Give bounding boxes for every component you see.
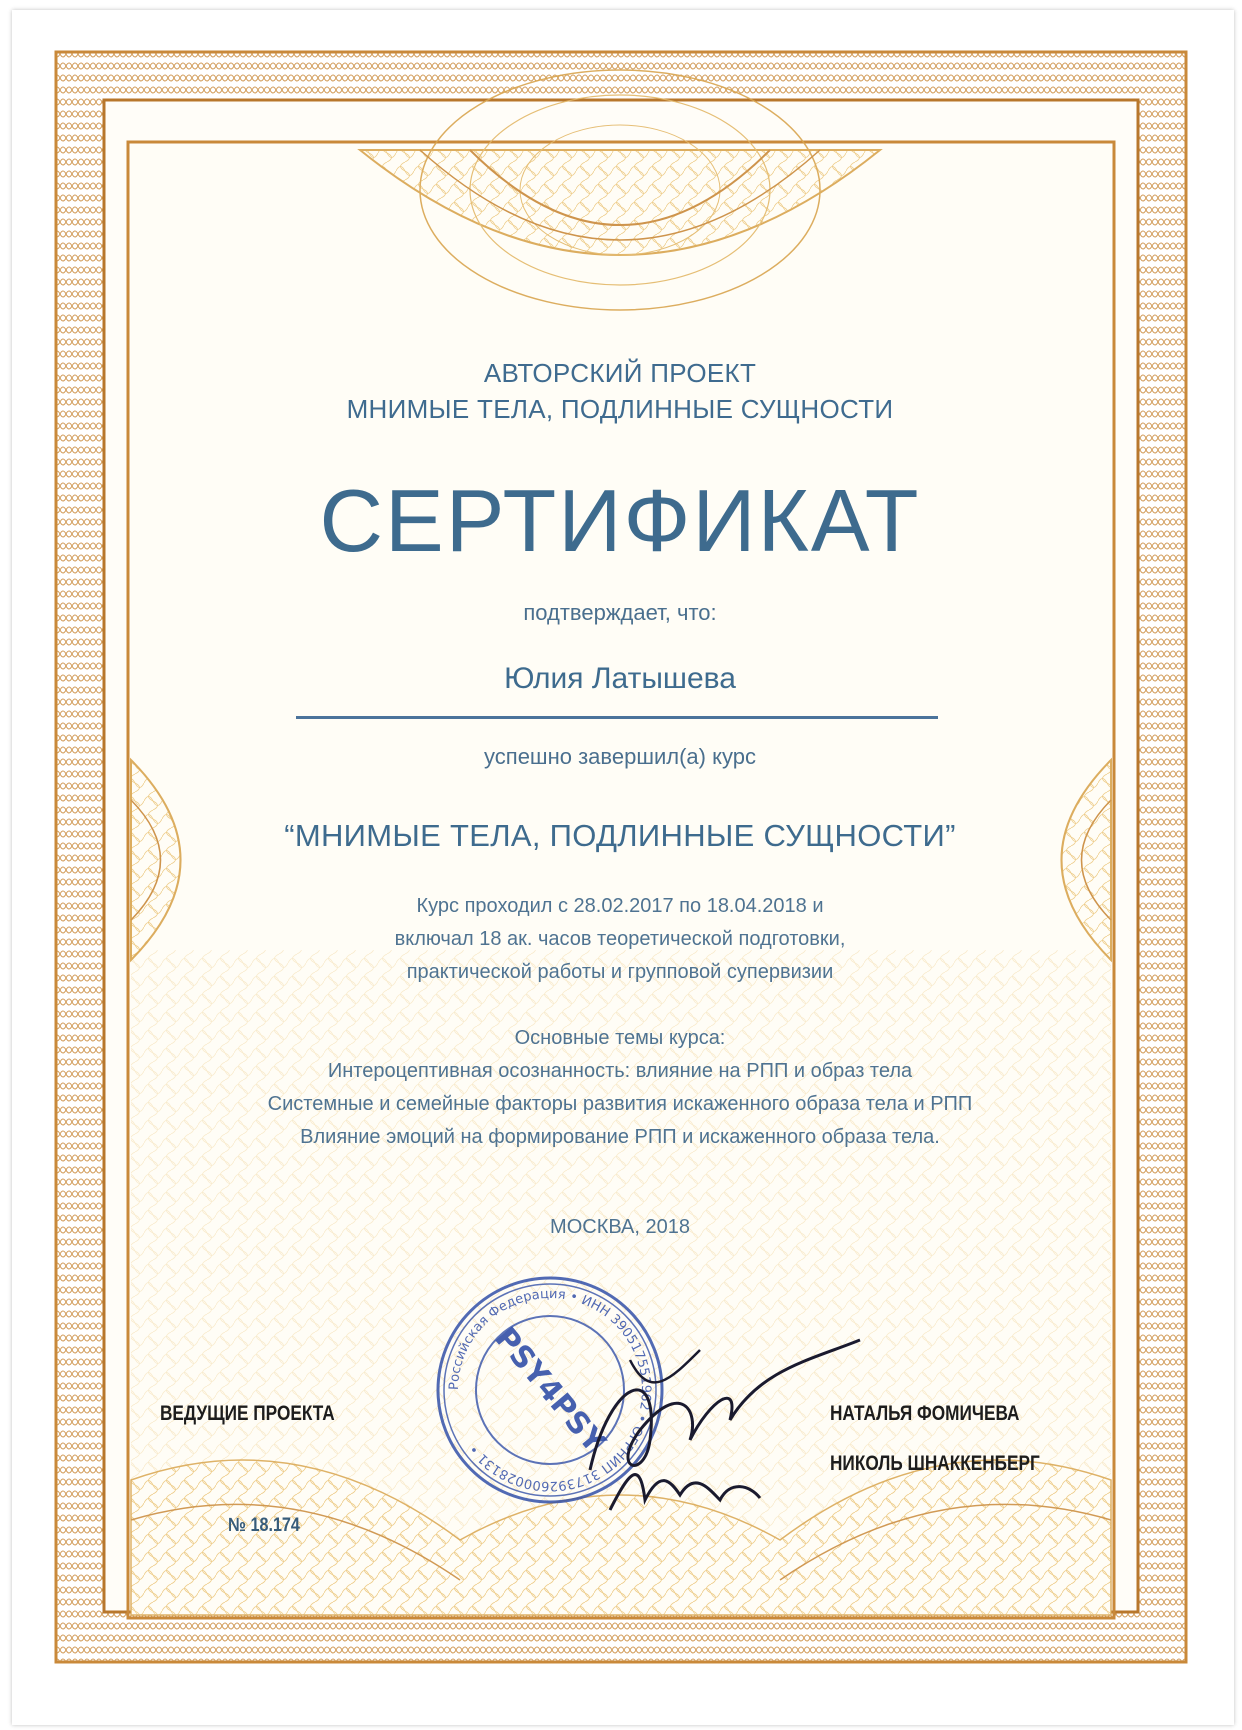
seal-ring-text: Российская Федерация • ИНН 390517551962 • ОГРНИП 317392600028131 • xyxy=(446,1286,654,1494)
detail-line: Курс проходил с 28.02.2017 по 18.04.2018 и xyxy=(416,895,824,917)
topic-item: Системные и семейные факторы развития искаженного образа тела и РПП xyxy=(267,1093,973,1115)
leader-name: НАТАЛЬЯ ФОМИЧЕВА xyxy=(830,1402,1020,1425)
course-topics xyxy=(130,1022,1110,1154)
leaders-label: ВЕДУЩИЕ ПРОЕКТА xyxy=(160,1402,335,1425)
signatures-icon xyxy=(570,1320,890,1520)
certificate-title: СЕРТИФИКАТ xyxy=(319,471,921,570)
recipient-name: Юлия Латышева xyxy=(504,662,736,695)
detail-line: практической работы и групповой супервизии xyxy=(406,961,834,983)
topic-item: Влияние эмоций на формирование РПП и искаженного образа тела. xyxy=(300,1126,940,1148)
project-name: МНИМЫЕ ТЕЛА, ПОДЛИННЫЕ СУЩНОСТИ xyxy=(346,394,894,424)
completed-text: успешно завершил(а) курс xyxy=(484,744,756,769)
leader-name: НИКОЛЬ ШНАККЕНБЕРГ xyxy=(830,1452,1040,1475)
name-underline xyxy=(296,716,938,719)
course-details xyxy=(130,890,1110,989)
project-label: АВТОРСКИЙ ПРОЕКТ xyxy=(483,358,757,388)
certificate-number: № 18.174 xyxy=(228,1515,300,1536)
seal-center-text: PSY4PSY xyxy=(487,1321,612,1460)
course-name: “МНИМЫЕ ТЕЛА, ПОДЛИННЫЕ СУЩНОСТИ” xyxy=(284,818,956,853)
place-year: МОСКВА, 2018 xyxy=(550,1216,690,1238)
topic-item: Интероцептивная осознанность: влияние на РПП и образ тела xyxy=(327,1060,913,1082)
detail-line: включал 18 ак. часов теоретической подготовки, xyxy=(394,928,846,950)
topics-heading: Основные темы курса: xyxy=(514,1027,726,1049)
confirms-text: подтверждает, что: xyxy=(523,600,717,625)
